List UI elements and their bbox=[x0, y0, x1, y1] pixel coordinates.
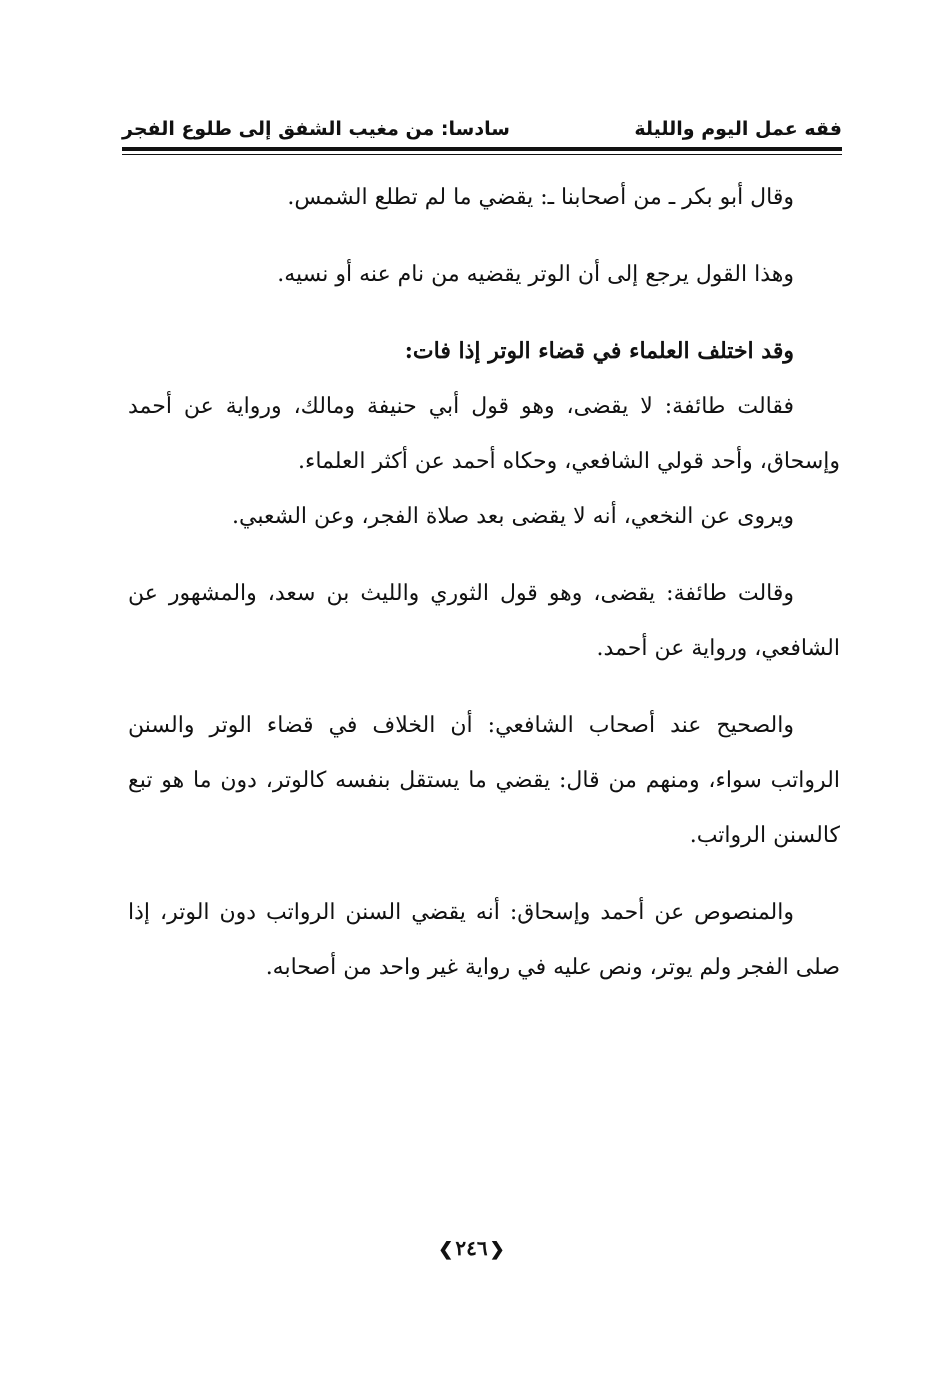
paragraph: وقال أبو بكر ـ من أصحابنا ـ: يقضي ما لم تطلع الشمس. bbox=[287, 185, 794, 210]
book-title: فقه عمل اليوم والليلة bbox=[634, 118, 842, 140]
ornament-right-icon: ❯ bbox=[438, 1239, 454, 1260]
paragraph: وهذا القول يرجع إلى أن الوتر يقضيه من نام عنه أو نسيه. bbox=[277, 262, 794, 287]
section-title: سادسا: من مغيب الشفق إلى طلوع الفجر bbox=[122, 118, 510, 140]
header-rule-thin bbox=[122, 154, 842, 155]
ornament-left-icon: ❮ bbox=[489, 1239, 505, 1260]
paragraph: ويروى عن النخعي، أنه لا يقضى بعد صلاة الفجر، وعن الشعبي. bbox=[231, 504, 794, 529]
header-rule-thick bbox=[122, 147, 842, 151]
body-text bbox=[128, 170, 840, 995]
section-heading: وقد اختلف العلماء في قضاء الوتر إذا فات: bbox=[404, 338, 794, 364]
page-number-value: ٢٤٦ bbox=[455, 1236, 488, 1260]
paragraph: وقالت طائفة: يقضى، وهو قول الثوري والليث بن سعد، والمشهور عن الشافعي، ورواية عن أحمد. bbox=[128, 581, 840, 661]
paragraph: والصحيح عند أصحاب الشافعي: أن الخلاف في قضاء الوتر والسنن الرواتب سواء، ومنهم من قال: يقضي ما يستقل بنفسه كالوتر، دون ما هو تبع كالسنن الرواتب. bbox=[128, 713, 840, 848]
paragraph: فقالت طائفة: لا يقضى، وهو قول أبي حنيفة ومالك، ورواية عن أحمد وإسحاق، وأحد قولي الشافعي، وحكاه أحمد عن أكثر العلماء. bbox=[128, 394, 840, 474]
page-number bbox=[0, 1236, 943, 1260]
paragraph: والمنصوص عن أحمد وإسحاق: أنه يقضي السنن الرواتب دون الوتر، إذا صلى الفجر ولم يوتر، ونص عليه في رواية غير واحد من أصحابه. bbox=[128, 900, 840, 980]
running-header bbox=[122, 114, 842, 146]
